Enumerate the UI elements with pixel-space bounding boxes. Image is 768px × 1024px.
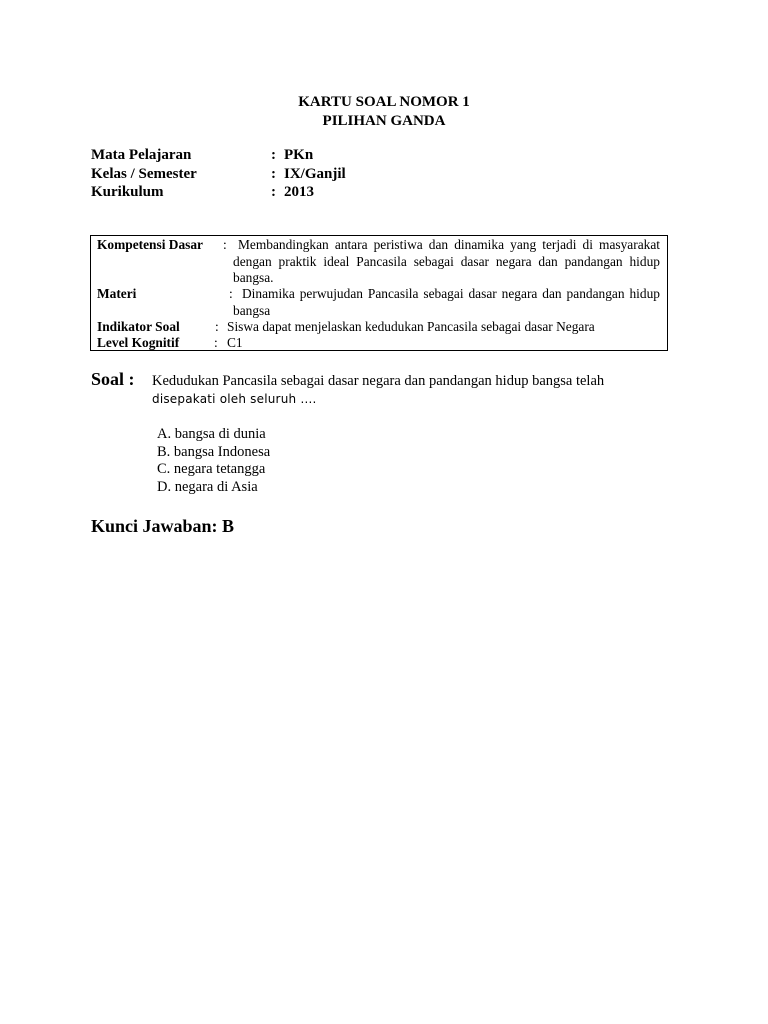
title-line-2: PILIHAN GANDA	[322, 113, 446, 129]
meta-value: IX/Ganjil	[284, 165, 346, 182]
meta-label: Kurikulum	[91, 184, 164, 200]
meta-label: Kelas / Semester	[91, 165, 197, 182]
competency-box	[90, 235, 668, 351]
meta-row-curriculum	[91, 183, 346, 202]
meta-colon: :	[271, 147, 276, 163]
answer-options	[157, 426, 270, 496]
indikator-colon: :	[215, 319, 219, 334]
kompetensi-colon: :	[223, 237, 227, 252]
option-b: B. bangsa Indonesa	[157, 443, 271, 460]
materi-colon: :	[229, 286, 233, 301]
meta-row-subject	[91, 146, 346, 165]
level-text: C1	[227, 335, 243, 350]
answer-key: Kunci Jawaban: B	[91, 516, 235, 536]
meta-colon: :	[271, 165, 276, 182]
indikator-text: Siswa dapat menjelaskan kedudukan Pancasila sebagai dasar Negara	[227, 319, 595, 334]
option-d: D. negara di Asia	[157, 478, 258, 495]
indikator-label: Indikator Soal	[97, 319, 180, 334]
meta-colon: :	[271, 184, 276, 200]
meta-row-class	[91, 165, 346, 184]
title-line-1: KARTU SOAL NOMOR 1	[298, 94, 470, 110]
materi-label: Materi	[97, 286, 137, 301]
level-label: Level Kognitif	[97, 335, 180, 350]
level-colon: :	[214, 335, 218, 350]
question-label: Soal :	[91, 369, 135, 389]
question-text	[152, 372, 652, 408]
option-a: A. bangsa di dunia	[157, 426, 266, 442]
meta-value: 2013	[284, 184, 314, 200]
meta-label: Mata Pelajaran	[91, 147, 192, 163]
option-c: C. negara tetangga	[157, 461, 266, 477]
document-title	[0, 93, 768, 131]
meta-info	[91, 146, 346, 202]
meta-value: PKn	[284, 147, 314, 163]
question-line-1: Kedudukan Pancasila sebagai dasar negara dan pandangan hidup bangsa telah	[152, 373, 605, 389]
materi-text: Dinamika perwujudan Pancasila sebagai dasar negara dan pandangan hidup bangsa	[233, 286, 660, 318]
kompetensi-text: Membandingkan antara peristiwa dan dinamika yang terjadi di masyarakat dengan praktik ideal Pancasila sebagai dasar negara dan pandangan hidup bangsa.	[233, 237, 660, 285]
question-line-2: disepakati oleh seluruh ….	[152, 392, 317, 406]
kompetensi-label: Kompetensi Dasar	[97, 237, 204, 252]
